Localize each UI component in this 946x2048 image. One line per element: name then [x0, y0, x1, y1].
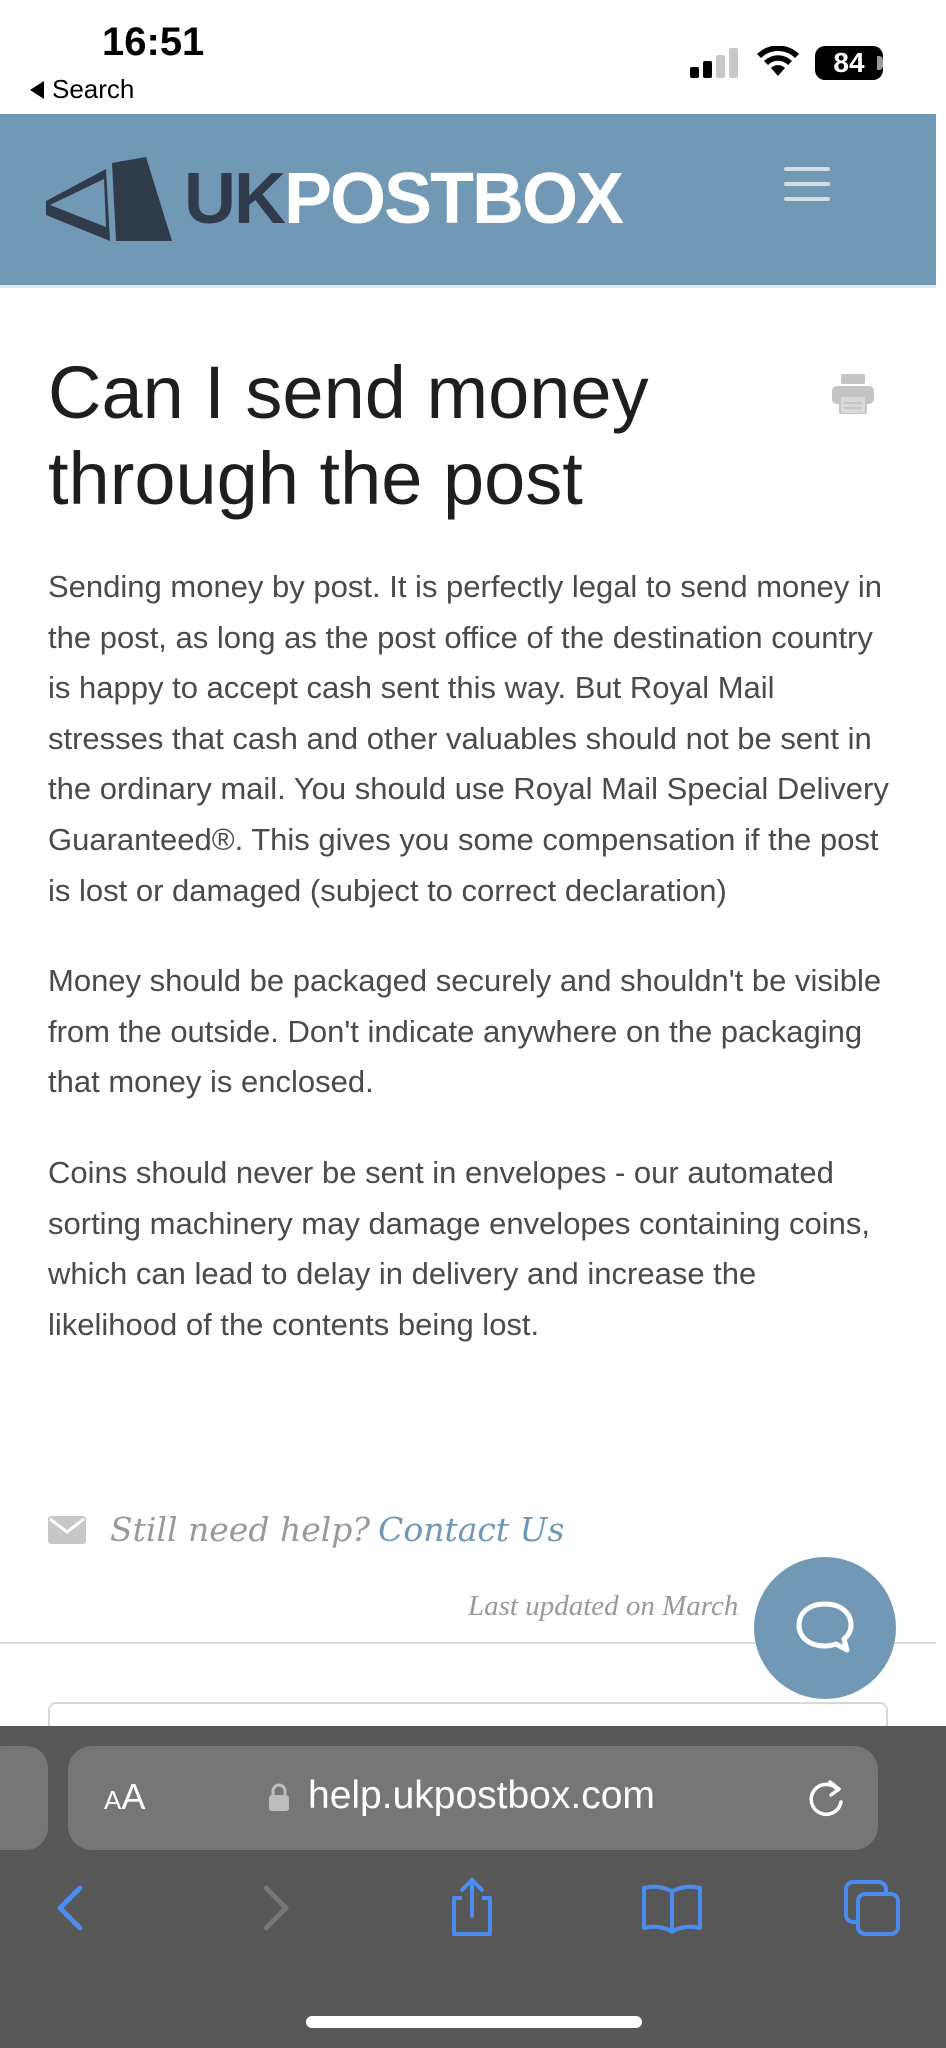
article-paragraph: Money should be packaged securely and shouldn't be visible from the outside. Don't indicate anywhere on the packaging that money is enclosed. — [48, 963, 882, 1100]
battery-tip — [877, 56, 883, 70]
url-text: help.ukpostbox.com — [308, 1774, 655, 1817]
tabs-icon[interactable] — [840, 1876, 904, 1940]
previous-tab-peek[interactable] — [0, 1746, 48, 1850]
ukpostbox-logo[interactable] — [46, 144, 622, 254]
status-bar — [0, 0, 946, 114]
article-paragraph: Coins should never be sent in envelopes - our automated sorting machinery may damage envelopes containing coins, which can lead to delay in delivery and increase the likelihood of the contents being lost. — [48, 1154, 870, 1342]
status-time: 16:51 — [102, 20, 205, 64]
reload-icon[interactable] — [804, 1776, 848, 1820]
article-body — [48, 562, 890, 1350]
chat-button[interactable] — [754, 1557, 896, 1699]
logo-wordmark — [184, 158, 622, 240]
last-updated-text: Last updated on March — [468, 1590, 739, 1622]
contact-us-link[interactable]: Contact Us — [378, 1510, 565, 1549]
back-icon[interactable] — [40, 1876, 104, 1940]
chat-bubble-icon — [795, 1600, 855, 1656]
logo-mark-icon — [46, 157, 172, 241]
bookmarks-icon[interactable] — [640, 1876, 704, 1940]
browser-toolbar — [0, 1876, 946, 1966]
wifi-icon — [756, 46, 800, 78]
battery-level: 84 — [815, 46, 883, 80]
cellular-signal-icon — [690, 48, 738, 78]
lock-icon — [268, 1782, 290, 1812]
hamburger-menu-icon[interactable] — [784, 167, 830, 201]
forward-icon[interactable] — [242, 1876, 306, 1940]
page-title: Can I send money through the post — [48, 351, 649, 520]
print-icon[interactable] — [832, 374, 874, 414]
browser-bottom-bar — [0, 1726, 946, 2048]
back-to-search-link[interactable] — [30, 74, 134, 105]
still-need-help-text: Still need help? — [110, 1510, 371, 1549]
share-icon[interactable] — [440, 1876, 504, 1940]
envelope-icon — [48, 1516, 86, 1544]
site-header — [0, 114, 936, 288]
text-size-button[interactable]: AA — [104, 1776, 146, 1817]
logo-uk: UK — [184, 159, 284, 239]
back-label: Search — [52, 74, 135, 104]
article — [48, 350, 890, 1390]
logo-postbox: POSTBOX — [284, 159, 623, 239]
back-arrow-icon — [30, 81, 44, 99]
home-indicator — [306, 2016, 642, 2028]
help-row — [48, 1510, 564, 1549]
address-bar[interactable] — [68, 1746, 878, 1850]
article-paragraph: Sending money by post. It is perfectly legal to send money in the post, as long as the post office of the destination country is happy to accept cash sent this way. But Royal Mail stresses that cash and other valuables should not be sent in the ordinary mail. You should use Royal Mail Special Delivery Guaranteed®. This gives you some compensation if the post is lost or damaged (subject to correct declaration) — [48, 569, 889, 908]
